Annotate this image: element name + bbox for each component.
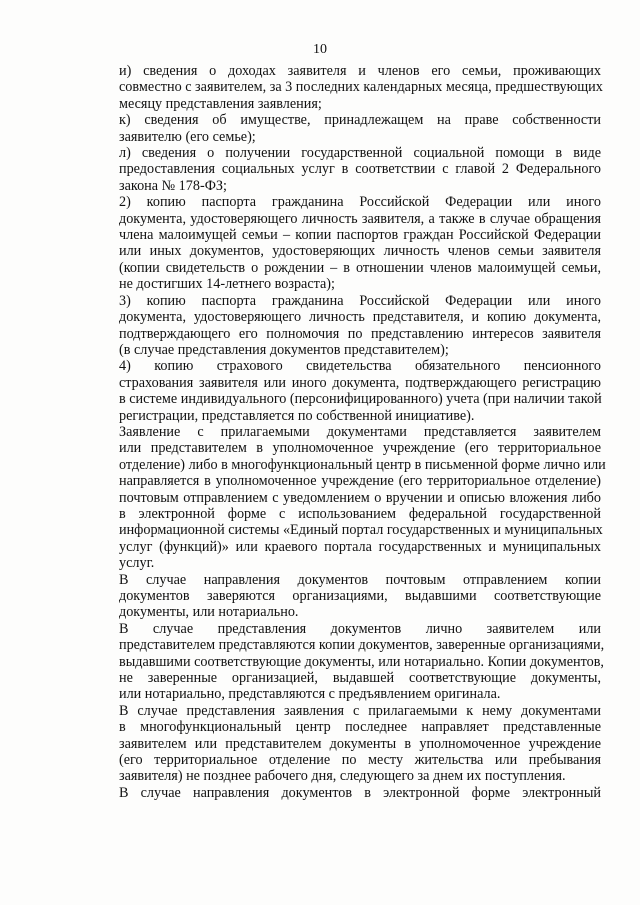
text-line: заявителю (его семье); <box>119 128 256 145</box>
text-line: совместно с заявителем, за 3 последних календарных месяца, предшествующих <box>119 79 603 96</box>
document-body <box>81 63 606 801</box>
paragraph <box>81 293 601 359</box>
paragraph <box>81 112 601 145</box>
text-line: В случае направления документов почтовым отправлением копии <box>119 571 601 588</box>
paragraph <box>81 194 601 292</box>
text-line: не достигших 14-летнего возраста); <box>119 276 335 293</box>
text-line: В случае представления документов лично заявителем или <box>119 620 601 637</box>
text-line: представителем представляются копии документов, заверенные организациями, <box>119 637 605 654</box>
text-line: информационной системы «Единый портал государственных и муниципальных <box>119 522 603 539</box>
text-line: или нотариально, представляются с предъявлением оригинала. <box>119 686 501 703</box>
text-line: документы, или нотариально. <box>119 604 299 621</box>
text-line: отделение) либо в многофункциональный центр в письменной форме лично или <box>119 456 606 473</box>
text-line: месяцу представления заявления; <box>119 95 322 112</box>
text-line: и) сведения о доходах заявителя и членов его семьи, проживающих <box>119 63 601 79</box>
text-line: не заверенные организацией, выдавшей соответствующие документы, <box>119 670 601 687</box>
text-line: услуг. <box>119 555 155 572</box>
text-line: л) сведения о получении государственной социальной помощи в виде <box>119 145 601 162</box>
text-line: заявителем или представителем документы в уполномоченное учреждение <box>119 735 601 752</box>
text-line: 3) копию паспорта гражданина Российской Федерации или иного <box>119 292 601 309</box>
paragraph <box>81 572 601 621</box>
paragraph <box>81 620 605 703</box>
text-line: 2) копию паспорта гражданина Российской Федерации или иного <box>119 194 601 211</box>
text-line: заявителя) не позднее рабочего дня, следующего за днем их поступления. <box>119 768 566 785</box>
text-line: (в случае представления документов представителем); <box>119 341 449 358</box>
text-line: (копии свидетельств о рождении – в отношении членов малоимущей семьи, <box>119 259 601 276</box>
text-line: к) сведения об имуществе, принадлежащем на праве собственности <box>119 112 601 129</box>
paragraph <box>81 63 601 112</box>
paragraph <box>81 703 601 785</box>
text-line: В случае направления документов в электронной форме электронный <box>119 784 601 801</box>
text-line: закона № 178-ФЗ; <box>119 177 227 194</box>
text-line: в системе индивидуального (персонифицированного) учета (при наличии такой <box>119 391 602 408</box>
text-line: в электронной форме с использованием федеральной государственной <box>119 505 601 522</box>
text-line: подтверждающего его полномочия по представлению интересов заявителя <box>119 325 601 342</box>
text-line: страхования заявителя или иного документа, подтверждающего регистрацию <box>119 374 601 391</box>
paragraph <box>81 358 601 424</box>
text-line: или иных документов, удостоверяющих личность членов семьи заявителя <box>119 243 601 260</box>
text-line: члена малоимущей семьи – копии паспортов граждан Российской Федерации <box>119 227 601 244</box>
text-line: документа, удостоверяющего личность заявителя, а также в случае обращения <box>119 210 601 227</box>
text-line: почтовым отправлением с уведомлением о вручении и описью вложения либо <box>119 489 601 506</box>
text-line: Заявление с прилагаемыми документами представляется заявителем <box>119 423 601 440</box>
text-line: выдавшими соответствующие документы, или нотариально. Копии документов, <box>119 653 604 670</box>
paragraph <box>81 145 601 194</box>
text-line: предоставления социальных услуг в соответствии с главой 2 Федерального <box>119 161 601 178</box>
text-line: или представителем в уполномоченное учреждение (его территориальное <box>119 440 601 457</box>
text-line: В случае представления заявления с прилагаемыми к нему документами <box>119 702 601 719</box>
text-line: (его территориальное отделение по месту жительства или пребывания <box>119 752 601 769</box>
text-line: документов заверяются организациями, выдавшими соответствующие <box>119 588 601 604</box>
text-line: 4) копию страхового свидетельства обязательного пенсионного <box>119 358 601 375</box>
text-line: в многофункциональный центр последнее направляет представленные <box>119 719 601 736</box>
text-line: услуг (функций)» или краевого портала государственных и муниципальных <box>119 538 601 555</box>
paragraph <box>81 785 601 801</box>
paragraph <box>81 423 606 572</box>
page-number: 10 <box>313 42 327 57</box>
text-line: регистрации, представляется по собственной инициативе). <box>119 407 475 424</box>
text-line: документа, удостоверяющего личность представителя, и копию документа, <box>119 309 601 326</box>
text-line: направляется в уполномоченное учреждение (его территориальное отделение) <box>119 473 601 490</box>
